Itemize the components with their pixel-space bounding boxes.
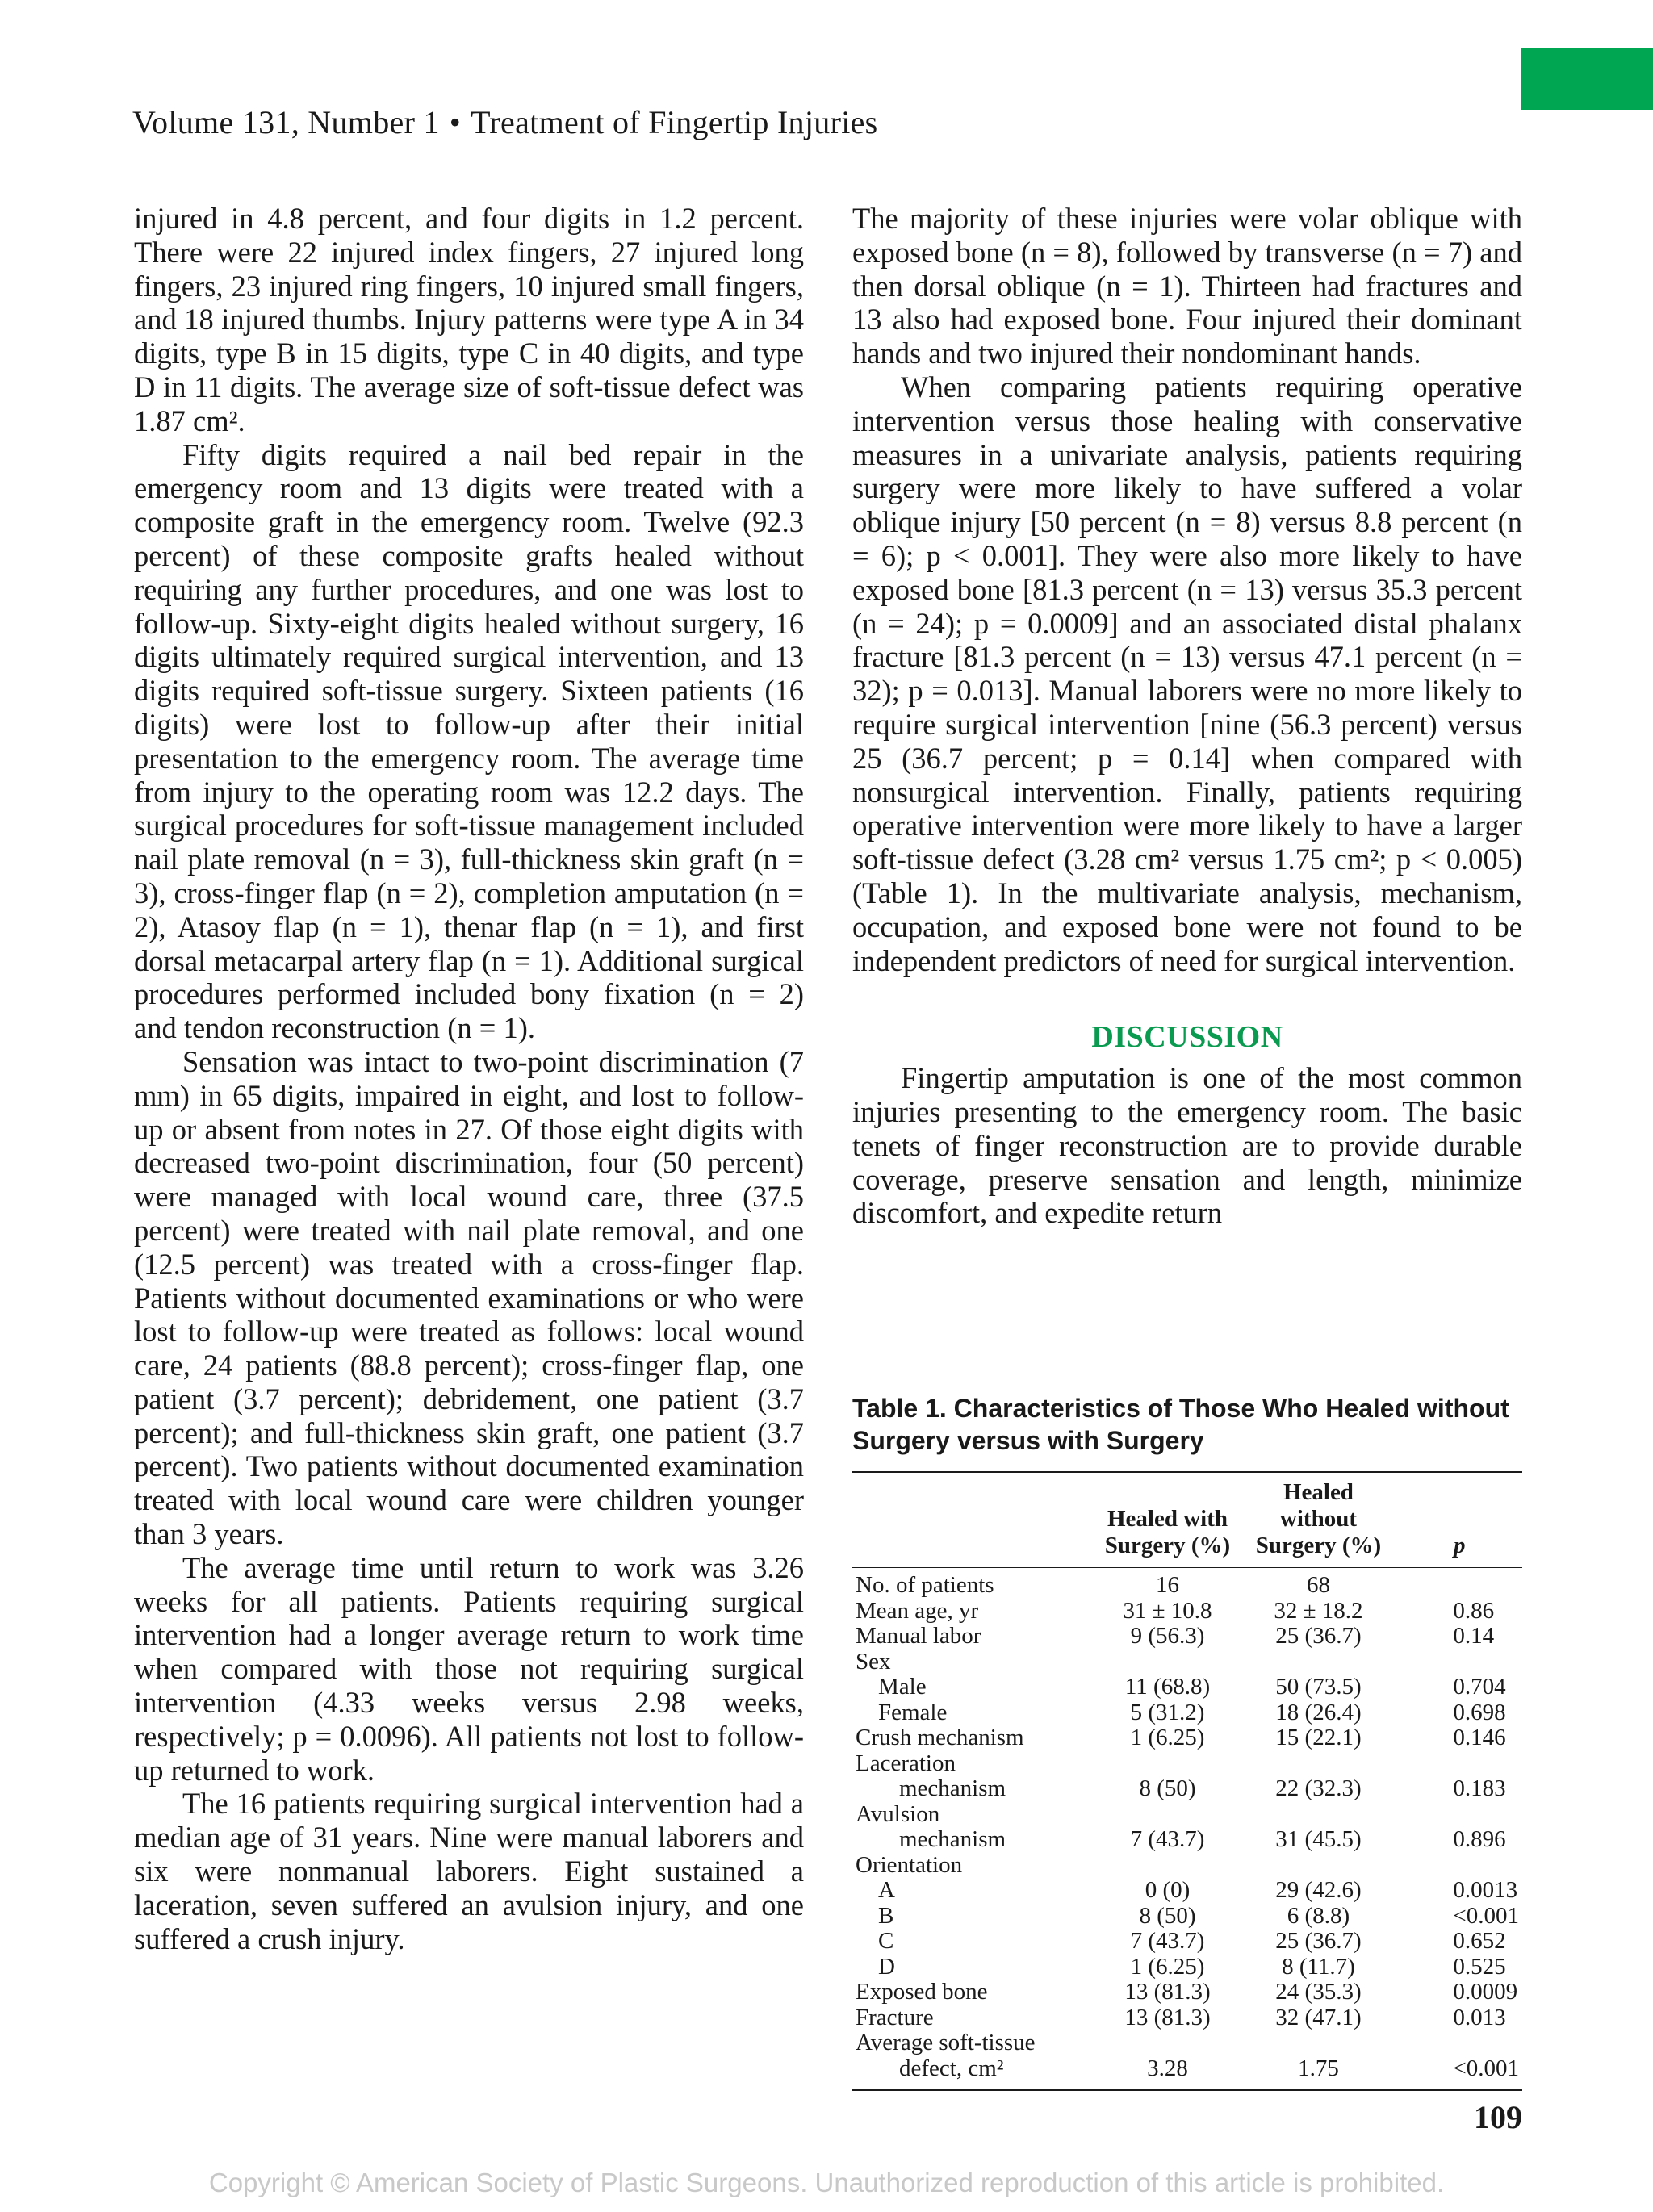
row-label: Female: [878, 1699, 948, 1725]
cell-with-surgery: [1094, 1751, 1240, 1777]
cell-p-value: 0.0009: [1453, 1979, 1518, 2005]
cell-with-surgery: 11 (68.8): [1124, 1674, 1211, 1700]
cell-p-value: [1396, 1853, 1522, 1879]
table-row: [852, 1624, 1522, 1650]
cell-with-surgery: 16: [1155, 1572, 1179, 1598]
row-label: D: [878, 1953, 895, 1980]
table-1: [852, 1392, 1522, 2091]
cell-p-value: 0.896: [1453, 1826, 1506, 1852]
page-number: 109: [1474, 2099, 1522, 2135]
characteristics-table: [852, 1471, 1522, 2091]
column-header-label: [852, 1472, 1094, 1568]
table-row: [852, 1650, 1522, 1675]
row-label: Sex: [856, 1648, 891, 1675]
cell-p-value: 0.013: [1453, 2004, 1506, 2030]
table-row: [852, 2056, 1522, 2091]
column-header-p: p: [1396, 1472, 1522, 1568]
cell-with-surgery: 5 (31.2): [1130, 1699, 1205, 1725]
table-row: [852, 1675, 1522, 1700]
cell-p-value: 0.146: [1453, 1725, 1506, 1750]
row-label: defect, cm²: [899, 2055, 1004, 2081]
row-label: mechanism: [899, 1826, 1006, 1852]
paragraph: When comparing patients requiring operative intervention versus those healing with conservative measures in a univariate analysis, patients requiring surgery were more likely to have suffered a volar oblique injury [50 percent (n = 8) versus 8.8 percent (n = 6); p < 0.001]. They were also more likely to have exposed bone [81.3 percent (n = 13) versus 35.3 percent (n = 24); p = 0.0009] and an associated distal phalanx fracture [81.3 percent (n = 13) versus 47.1 percent (n = 32); p = 0.013]. Manual laborers were no more likely to require surgical intervention [nine (56.3 percent) versus 25 (36.7 percent; p = 0.14] when compared with nonsurgical intervention. Finally, patients requiring operative intervention were more likely to have a larger soft-tissue defect (3.28 cm² versus 1.75 cm²; p < 0.005) (Table 1). In the multivariate analysis, mechanism, occupation, and exposed bone were not found to be independent predictors of need for surgical intervention.: [852, 370, 1522, 977]
cell-with-surgery: 13 (81.3): [1124, 1979, 1211, 2005]
row-label: A: [878, 1877, 895, 1903]
paragraph: The 16 patients requiring surgical intervention had a median age of 31 years. Nine were manual laborers and six were nonmanual laborers. Eight sustained a laceration, seven suffered an avulsion injury, and one suffered a crush injury.: [134, 1787, 804, 1955]
table-row: [852, 1904, 1522, 1930]
row-label: Fracture: [856, 2004, 934, 2030]
table-header-row: [852, 1472, 1522, 1568]
article-topic: Treatment of Fingertip Injuries: [471, 104, 878, 140]
cell-with-surgery: 8 (50): [1139, 1902, 1196, 1929]
header-bullet: •: [449, 104, 462, 140]
table-row: [852, 2030, 1522, 2056]
cell-with-surgery: 13 (81.3): [1124, 2004, 1211, 2030]
cell-without-surgery: 32 (47.1): [1275, 2004, 1362, 2030]
paragraph: injured in 4.8 percent, and four digits in 1.2 percent. There were 22 injured index fingers, 27 injured long fingers, 23 injured ring fingers, 10 injured small fingers, and 18 injured thumbs. Injury patterns were type A in 34 digits, type B in 15 digits, type C in 40 digits, and type D in 11 digits. The average size of soft-tissue defect was 1.87 cm².: [134, 202, 804, 437]
table-row: [852, 1878, 1522, 1904]
table-row: [852, 1776, 1522, 1802]
cell-with-surgery: 1 (6.25): [1130, 1725, 1205, 1750]
column-header-with-surgery: Healed with Surgery (%): [1094, 1472, 1240, 1568]
cell-without-surgery: 25 (36.7): [1275, 1928, 1362, 1954]
journal-volume: Volume 131, Number 1: [132, 104, 440, 140]
paragraph: Fingertip amputation is one of the most common injuries presenting to the emergency room. The basic tenets of finger reconstruction are to provide durable coverage, preserve sensation and length, minimize discomfort, and expedite return: [852, 1061, 1522, 1230]
cell-with-surgery: 9 (56.3): [1130, 1623, 1205, 1649]
row-label: mechanism: [899, 1775, 1006, 1801]
row-label: Male: [878, 1674, 927, 1700]
cell-p-value: <0.001: [1453, 2055, 1519, 2081]
table-row: [852, 1568, 1522, 1599]
discussion-heading: DISCUSSION: [1091, 1020, 1283, 1055]
cell-with-surgery: 1 (6.25): [1130, 1953, 1205, 1980]
running-header: [132, 103, 878, 141]
table-row: [852, 1725, 1522, 1751]
cell-with-surgery: [1094, 1853, 1240, 1879]
row-label: Manual labor: [856, 1623, 981, 1649]
cell-with-surgery: 7 (43.7): [1130, 1826, 1205, 1852]
cell-without-surgery: 50 (73.5): [1275, 1674, 1362, 1700]
cell-with-surgery: 0 (0): [1145, 1877, 1191, 1903]
cell-p-value: 0.525: [1453, 1953, 1506, 1980]
column-header-without-surgery: Healed without Surgery (%): [1241, 1472, 1397, 1568]
cell-without-surgery: [1241, 2030, 1397, 2056]
table-body: [852, 1568, 1522, 2091]
cell-p-value: 0.652: [1453, 1928, 1506, 1954]
cell-without-surgery: 18 (26.4): [1275, 1699, 1362, 1725]
table-row: [852, 1980, 1522, 2005]
section-color-tab: [1521, 48, 1653, 110]
cell-without-surgery: 68: [1306, 1572, 1330, 1598]
table-row: [852, 1751, 1522, 1777]
cell-with-surgery: [1094, 2030, 1240, 2056]
paragraph: Fifty digits required a nail bed repair in the emergency room and 13 digits were treated with a composite graft in the emergency room. Twelve (92.3 percent) of these composite grafts healed without requiring any further procedures, and one was lost to follow-up. Sixty-eight digits healed without surgery, 16 digits ultimately required surgical intervention, and 13 digits required soft-tissue surgery. Sixteen patients (16 digits) were lost to follow-up after their initial presentation to the emergency room. The average time from injury to the operating room was 12.2 days. The surgical procedures for soft-tissue management included nail plate removal (n = 3), full-thickness skin graft (n = 3), cross-finger flap (n = 2), completion amputation (n = 2), Atasoy flap (n = 1), thenar flap (n = 1), and first dorsal metacarpal artery flap (n = 1). Additional surgical procedures performed included bony fixation (n = 2) and tendon reconstruction (n = 1).: [134, 437, 804, 1045]
row-label: No. of patients: [856, 1572, 994, 1598]
table-row: [852, 2005, 1522, 2031]
row-label: Orientation: [856, 1851, 963, 1878]
cell-p-value: 0.704: [1453, 1674, 1506, 1700]
table-title: Table 1. Characteristics of Those Who Healed without Surgery versus with Surgery: [852, 1394, 1509, 1455]
cell-p-value: 0.0013: [1453, 1877, 1518, 1903]
row-label: Avulsion: [856, 1800, 940, 1827]
cell-without-surgery: 31 (45.5): [1275, 1826, 1362, 1852]
table-row: [852, 1929, 1522, 1955]
cell-with-surgery: 3.28: [1147, 2055, 1188, 2081]
row-label: Exposed bone: [856, 1979, 988, 2005]
cell-without-surgery: 6 (8.8): [1287, 1902, 1350, 1929]
cell-without-surgery: [1241, 1751, 1397, 1777]
cell-with-surgery: [1094, 1802, 1240, 1828]
cell-p-value: [1396, 1650, 1522, 1675]
table-row: [852, 1955, 1522, 1980]
cell-without-surgery: 8 (11.7): [1282, 1953, 1355, 1980]
copyright-watermark: Copyright © American Society of Plastic Surgeons. Unauthorized reproduction of this article is prohibited.: [208, 2168, 1445, 2197]
cell-without-surgery: [1241, 1853, 1397, 1879]
cell-p-value: 0.14: [1453, 1623, 1495, 1649]
table-row: [852, 1599, 1522, 1625]
table-row: [852, 1700, 1522, 1726]
paragraph: The average time until return to work was 3.26 weeks for all patients. Patients requiring surgical intervention had a longer average return to work time when compared with those not requiring surgical intervention (4.33 weeks versus 2.98 weeks, respectively; p = 0.0096). All patients not lost to follow-up returned to work.: [134, 1550, 804, 1787]
cell-p-value: [1396, 1802, 1522, 1828]
cell-without-surgery: 22 (32.3): [1275, 1775, 1362, 1801]
cell-p-value: [1396, 1751, 1522, 1777]
cell-p-value: <0.001: [1453, 1902, 1519, 1929]
table-row: [852, 1802, 1522, 1828]
row-label: Laceration: [856, 1750, 956, 1776]
row-label: Average soft-tissue: [856, 2030, 1036, 2055]
cell-p-value: 0.698: [1453, 1699, 1506, 1725]
cell-with-surgery: 31 ± 10.8: [1123, 1597, 1212, 1624]
cell-with-surgery: [1094, 1650, 1240, 1675]
cell-p-value: [1396, 1568, 1522, 1599]
cell-p-value: 0.86: [1453, 1597, 1495, 1624]
cell-without-surgery: 32 ± 18.2: [1274, 1597, 1363, 1624]
row-label: Crush mechanism: [856, 1725, 1024, 1750]
cell-p-value: 0.183: [1453, 1775, 1506, 1801]
cell-without-surgery: 24 (35.3): [1275, 1979, 1362, 2005]
row-label: Mean age, yr: [856, 1597, 979, 1624]
row-label: B: [878, 1902, 894, 1929]
cell-without-surgery: 15 (22.1): [1275, 1725, 1362, 1750]
cell-p-value: [1396, 2030, 1522, 2056]
cell-without-surgery: 29 (42.6): [1275, 1877, 1362, 1903]
cell-without-surgery: [1241, 1650, 1397, 1675]
cell-with-surgery: 8 (50): [1139, 1775, 1196, 1801]
paragraph: The majority of these injuries were volar oblique with exposed bone (n = 8), followed by transverse (n = 7) and then dorsal oblique (n = 1). Thirteen had fractures and 13 also had exposed bone. Four injured their dominant hands and two injured their nondominant hands.: [852, 202, 1522, 370]
cell-without-surgery: 25 (36.7): [1275, 1623, 1362, 1649]
right-column: [852, 202, 1522, 1230]
row-label: C: [878, 1928, 894, 1954]
cell-with-surgery: 7 (43.7): [1130, 1928, 1205, 1954]
table-row: [852, 1853, 1522, 1879]
cell-without-surgery: [1241, 1802, 1397, 1828]
cell-without-surgery: 1.75: [1298, 2055, 1339, 2081]
paragraph: Sensation was intact to two-point discrimination (7 mm) in 65 digits, impaired in eight, and lost to follow-up or absent from notes in 27. Of those eight digits with decreased two-point discrimination, four (50 percent) were managed with local wound care, three (37.5 percent) were treated with nail plate removal, and one (12.5 percent) was treated with a cross-finger flap. Patients without documented examinations or who were lost to follow-up were treated as follows: local wound care, 24 patients (88.8 percent); cross-finger flap, one patient (3.7 percent); debridement, one patient (3.7 percent); and full-thickness skin graft, one patient (3.7 percent). Two patients without documented examination treated with local wound care were children younger than 3 years.: [134, 1044, 804, 1551]
left-column: [134, 202, 804, 1955]
table-row: [852, 1827, 1522, 1853]
